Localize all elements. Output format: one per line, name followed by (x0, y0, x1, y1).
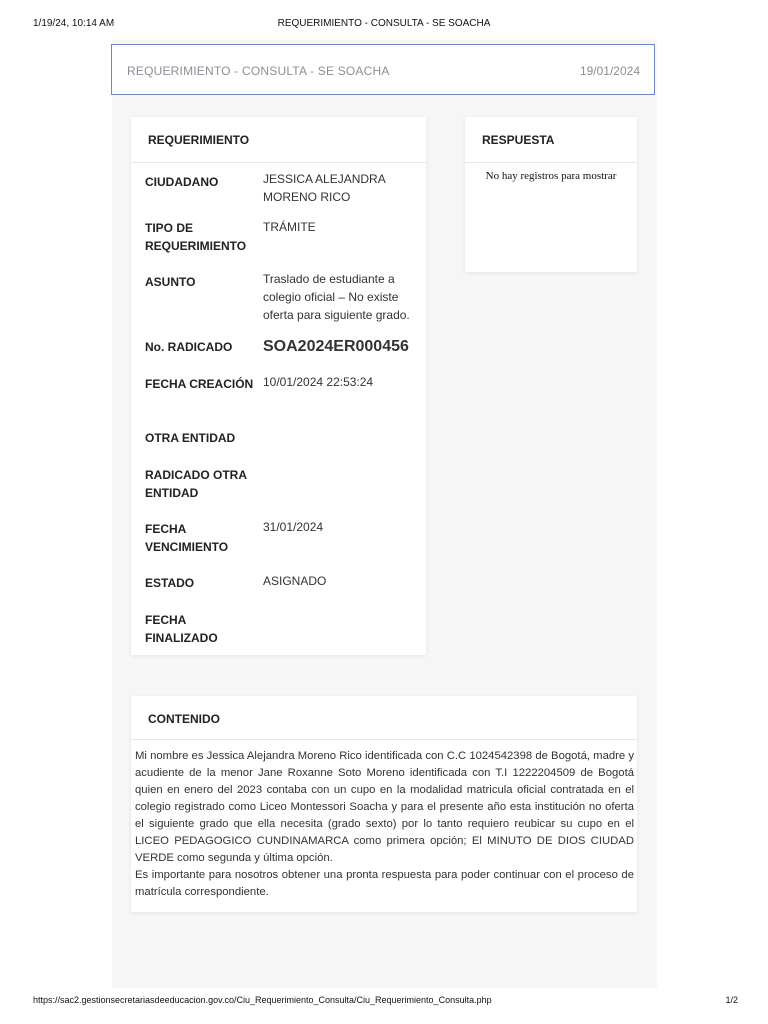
field-value: 10/01/2024 22:53:24 (263, 375, 374, 389)
field-label: CIUDADANO (145, 175, 219, 189)
page-date: 19/01/2024 (579, 64, 640, 78)
print-footer-url: https://sac2.gestionsecretariasdeeducacion.gov.co/Ciu_Requerimiento_Consulta/Ciu_Requerimiento_Consulta.php (33, 995, 492, 1005)
field-label: ASUNTO (145, 275, 196, 289)
page-title: REQUERIMIENTO - CONSULTA - SE SOACHA (127, 64, 390, 78)
requerimiento-heading: REQUERIMIENTO (131, 117, 426, 163)
empty-state-text: No hay registros para mostrar (485, 170, 617, 182)
contenido-text (135, 748, 634, 901)
status-value: ASIGNADO (263, 574, 327, 588)
requerimiento-card (131, 117, 426, 655)
contenido-paragraph: Mi nombre es Jessica Alejandra Moreno Rico identificada con C.C 1024542398 de Bogotá, madre y acudiente de la menor Jane Roxanne Soto Moreno identificada con T.I 1222204509 de Bogotá quien en enero del 2023 contaba con un cupo en la modalidad matricula oficial contratada en el colegio registrado como Liceo Montessori Soacha y para el presente año esta institución no oferta el siguiente grado que ella necesita (grado sexto) por lo tanto requiero reubicar su cupo en el LICEO PEDAGOGICO CUNDINAMARCA como primera opción; El MINUTO DE DIOS CIUDAD VERDE como segunda y última opción. (135, 750, 634, 864)
contenido-card (131, 696, 637, 912)
print-footer-page: 1/2 (725, 995, 738, 1005)
field-label: OTRA ENTIDAD (145, 431, 236, 445)
radicado-number: SOA2024ER000456 (263, 338, 409, 355)
field-value: JESSICA ALEJANDRA MORENO RICO (263, 172, 386, 204)
field-label: FECHA FINALIZADO (145, 613, 218, 645)
contenido-heading: CONTENIDO (131, 696, 637, 740)
print-header-title: REQUERIMIENTO - CONSULTA - SE SOACHA (277, 18, 491, 29)
field-label: ESTADO (145, 576, 195, 590)
field-value: Traslado de estudiante a colegio oficial – No existe oferta para siguiente grado. (263, 272, 410, 322)
field-value: TRÁMITE (263, 220, 316, 234)
field-label: RADICADO OTRA ENTIDAD (145, 468, 247, 500)
field-label: TIPO DE REQUERIMIENTO (145, 221, 247, 253)
contenido-paragraph: Es importante para nosotros obtener una pronta respuesta para poder continuar con el proceso de matrícula correspondiente. (135, 869, 634, 898)
title-bar (111, 44, 655, 95)
respuesta-card (465, 117, 637, 272)
field-label: No. RADICADO (145, 340, 233, 354)
field-label: FECHA CREACIÓN (145, 377, 254, 391)
respuesta-heading: RESPUESTA (465, 117, 637, 163)
field-value: 31/01/2024 (263, 520, 324, 534)
print-header-datetime: 1/19/24, 10:14 AM (33, 18, 115, 29)
field-label: FECHA VENCIMIENTO (145, 522, 229, 554)
